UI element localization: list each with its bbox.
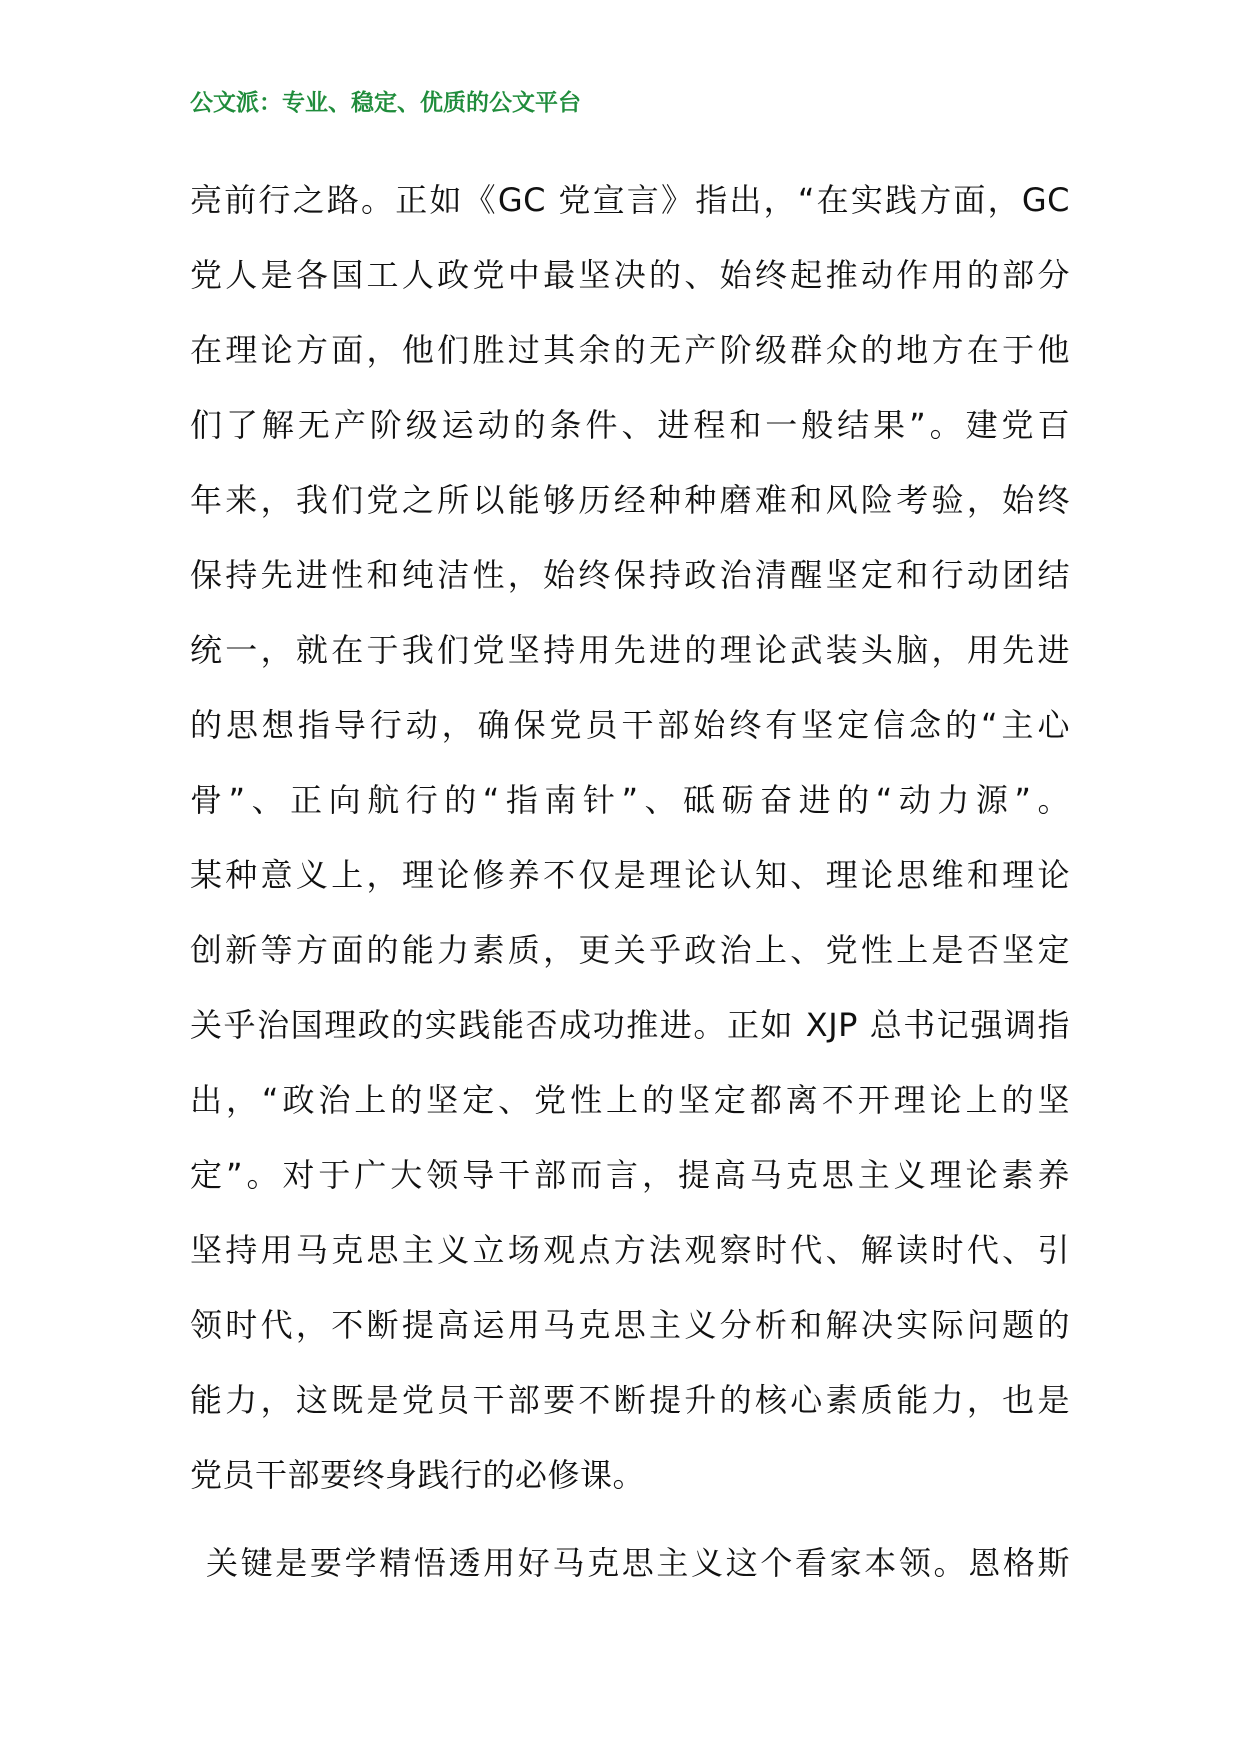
- text-line: 的思想指导行动，确保党员干部始终有坚定信念的“主心: [190, 706, 1070, 744]
- text-line: 关乎治国理政的实践能否成功推进。正如 XJP 总书记强调指: [190, 1006, 1070, 1044]
- text-line: 党员干部要终身践行的必修课。: [190, 1456, 646, 1494]
- text-line: 亮前行之路。正如《GC 党宣言》指出，“在实践方面，GC: [190, 181, 1070, 219]
- text-line: 年来，我们党之所以能够历经种种磨难和风险考验，始终: [190, 481, 1070, 519]
- text-line: 统一，就在于我们党坚持用先进的理论武装头脑，用先进: [190, 631, 1070, 669]
- text-line: 某种意义上，理论修养不仅是理论认知、理论思维和理论: [190, 856, 1070, 894]
- text-line: 能力，这既是党员干部要不断提升的核心素质能力，也是: [190, 1381, 1070, 1419]
- text-line: 定”。对于广大领导干部而言，提高马克思主义理论素养: [190, 1156, 1070, 1194]
- text-line: 关键是要学精悟透用好马克思主义这个看家本领。恩格斯: [206, 1544, 1070, 1582]
- text-line: 在理论方面，他们胜过其余的无产阶级群众的地方在于他: [190, 331, 1070, 369]
- text-line: 党人是各国工人政党中最坚决的、始终起推动作用的部分: [190, 256, 1070, 294]
- text-line: 坚持用马克思主义立场观点方法观察时代、解读时代、引: [190, 1231, 1070, 1269]
- text-line: 出，“政治上的坚定、党性上的坚定都离不开理论上的坚: [190, 1081, 1070, 1119]
- text-line: 创新等方面的能力素质，更关乎政治上、党性上是否坚定: [190, 931, 1070, 969]
- paragraph-1: [190, 163, 1070, 1513]
- page-header: 公文派：专业、稳定、优质的公文平台: [190, 90, 581, 116]
- text-line: 骨”、正向航行的“指南针”、砥砺奋进的“动力源”。: [190, 781, 1070, 819]
- text-line: 保持先进性和纯洁性，始终保持政治清醒坚定和行动团结: [190, 556, 1070, 594]
- text-line: 们了解无产阶级运动的条件、进程和一般结果”。建党百: [190, 406, 1070, 444]
- text-line: 领时代，不断提高运用马克思主义分析和解决实际问题的: [190, 1306, 1070, 1344]
- paragraph-2: [206, 1526, 1070, 1601]
